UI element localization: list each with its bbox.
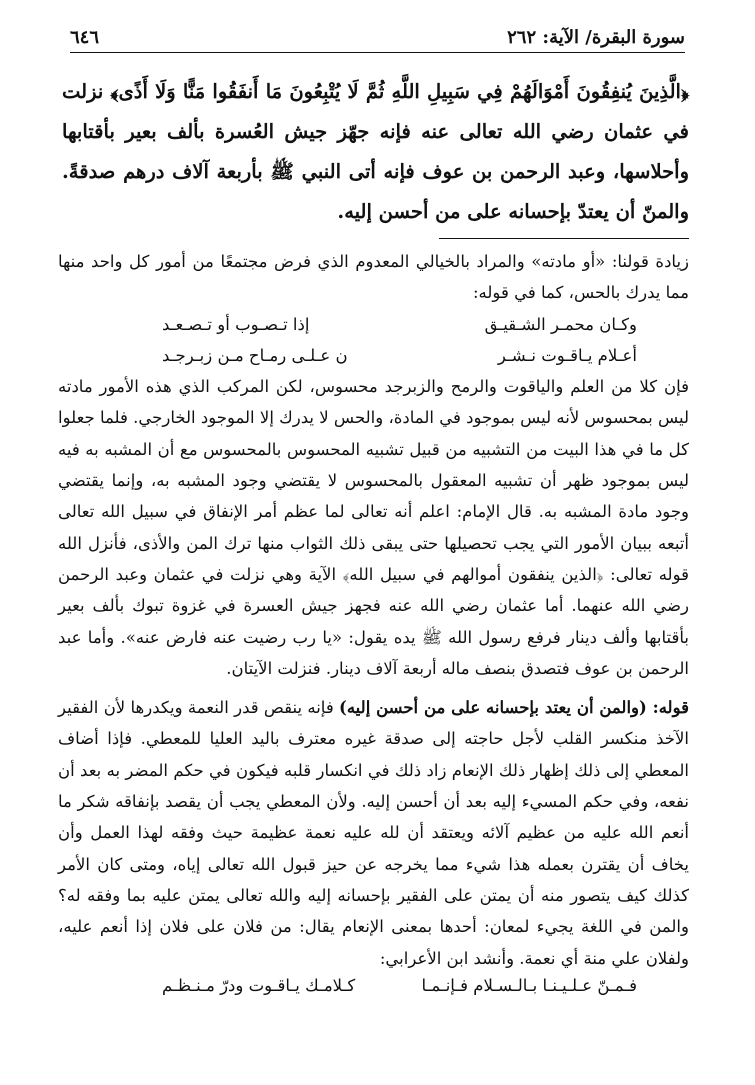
poem-hemistich-left: ن عـلـى رمـاح مـن زبـرجـد	[162, 345, 348, 365]
commentary-paragraph-1: زيادة قولنا: «أو مادته» والمراد بالخيالي المعدوم الذي فرض مجتمعًا من أمور كل واحد منها مما يدرك بالحس، كما في قوله:	[58, 252, 689, 303]
poem-line-1	[58, 309, 689, 340]
poem-hemistich-left: كـلامـك يـاقـوت ودرّ مـنـظـم	[162, 976, 356, 995]
page-number: ٦٤٦	[70, 27, 100, 48]
poem-hemistich-left: إذا تـصـوب أو تـصـعـد	[162, 314, 310, 334]
quran-verse: ﴿الَّذِينَ يُنفِقُونَ أَمْوَالَهُمْ فِي سَبِيلِ اللَّهِ ثُمَّ لَا يُتْبِعُونَ مَا أَنفَقُوا مَنًّا وَلَا أَذًى﴾	[110, 80, 689, 103]
commentary-paragraph-3-body: فإنه ينقص قدر النعمة ويكدرها لأن الفقير الآخذ منكسر القلب لأجل حاجته إلى صدقة غيره معترف باليد العليا للمعطي. فإذا أضاف المعطي إلى ذلك إظهار ذلك الإنعام زاد ذلك في انكسار قلبه فيكون في حكم المضر به بعد أن نفعه، وفي حكم المسيء إليه بعد أن أحسن إليه. ولأن المعطي يجب أن يقصد بإنفاقه شكر ما أنعم الله عليه من عظيم آلائه ويعتقد أن لله عليه نعمة عظيمة حيث وفقه لهذا العمل وأن يخاف أن يقترن بعمله هذا شيء مما يخرجه عن حيز قبول الله تعالى إياه، ومتى كان الأمر كذلك كيف يتصور منه أن يمتن على الفقير بإحسانه إليه والله تعالى يمتن عليه بما وفقه له؟ والمن في اللغة يجيء لمعان: أحدها بمعنى الإنعام يقال: من فلان على فلان إذا أنعم عليه، ولفلان علي منة أي نعمة. وأنشد ابن الأعرابي:	[58, 698, 689, 968]
poem-line-3	[58, 970, 689, 1001]
footnote-divider	[439, 238, 689, 239]
page-header	[70, 14, 685, 53]
surah-verse-heading: سورة البقرة/ الآية: ٢٦٢	[507, 27, 685, 48]
poem-hemistich-right: وكـان محمـر الشـقيـق	[484, 314, 637, 334]
main-text-body: نزلت في عثمان رضي الله تعالى عنه فإنه جهّز جيش العُسرة بألف بعير بأقتابها وأحلاسها، وعبد الرحمن بن عوف فإنه أتى النبي ﷺ بأربعة آلاف درهم صدقةً. والمنّ أن يعتدّ بإحسانه على من أحسن إليه.	[62, 80, 689, 223]
poem-hemistich-right: فـمـنّ عـلـيـنـا بـالـسـلام فـإنـمـا	[421, 976, 637, 995]
commentary-paragraph-2: فإن كلا من العلم والياقوت والرمح والزبرجد محسوس، لكن المركب الذي هذه الأمور مادته ليس بمحسوس لأنه ليس بموجود في المادة، والحس لا يدرك إلا الموجود الخارجي. فلما جعلوا كل ما في هذا البيت من التشبيه من قبيل تشبيه المحسوس بالمحسوس مع أن المشبه به فيه ليس بموجود ظهر أن تشبيه المعقول بالمحسوس لا يقتضي وجود المشبه به، وإنما يقتضي وجود مادة المشبه به. قال الإمام: اعلم أنه تعالى لما عظم أمر الإنفاق في سبيل الله تعالى أتبعه ببيان الأمور التي يجب تحصيلها حتى يبقى ذلك الثواب منها ترك المن والأذى، فأنزل الله قوله تعالى: ﴿الذين ينفقون أموالهم في سبيل الله﴾ الآية وهي نزلت في عثمان وعبد الرحمن رضي الله عنهما. أما عثمان رضي الله عنه فجهز جيش العسرة في غزوة تبوك بألف بعير بأقتابها وألف دينار فرفع رسول الله ﷺ يده يقول: «يا رب رضيت عنه فارض عنه». وأما عبد الرحمن بن عوف فتصدق بنصف ماله أربعة آلاف دينار. فنزلت الآيتان.	[58, 377, 689, 678]
commentary-paragraph-3	[58, 692, 689, 974]
main-text	[62, 72, 689, 232]
commentary-lead: قوله: (والمن أن يعتد بإحسانه على من أحسن إليه)	[339, 698, 689, 718]
commentary-section	[58, 246, 689, 974]
poem-hemistich-right: أعـلام يـاقـوت نـشـر	[497, 345, 637, 365]
poem-line-2	[58, 340, 689, 371]
